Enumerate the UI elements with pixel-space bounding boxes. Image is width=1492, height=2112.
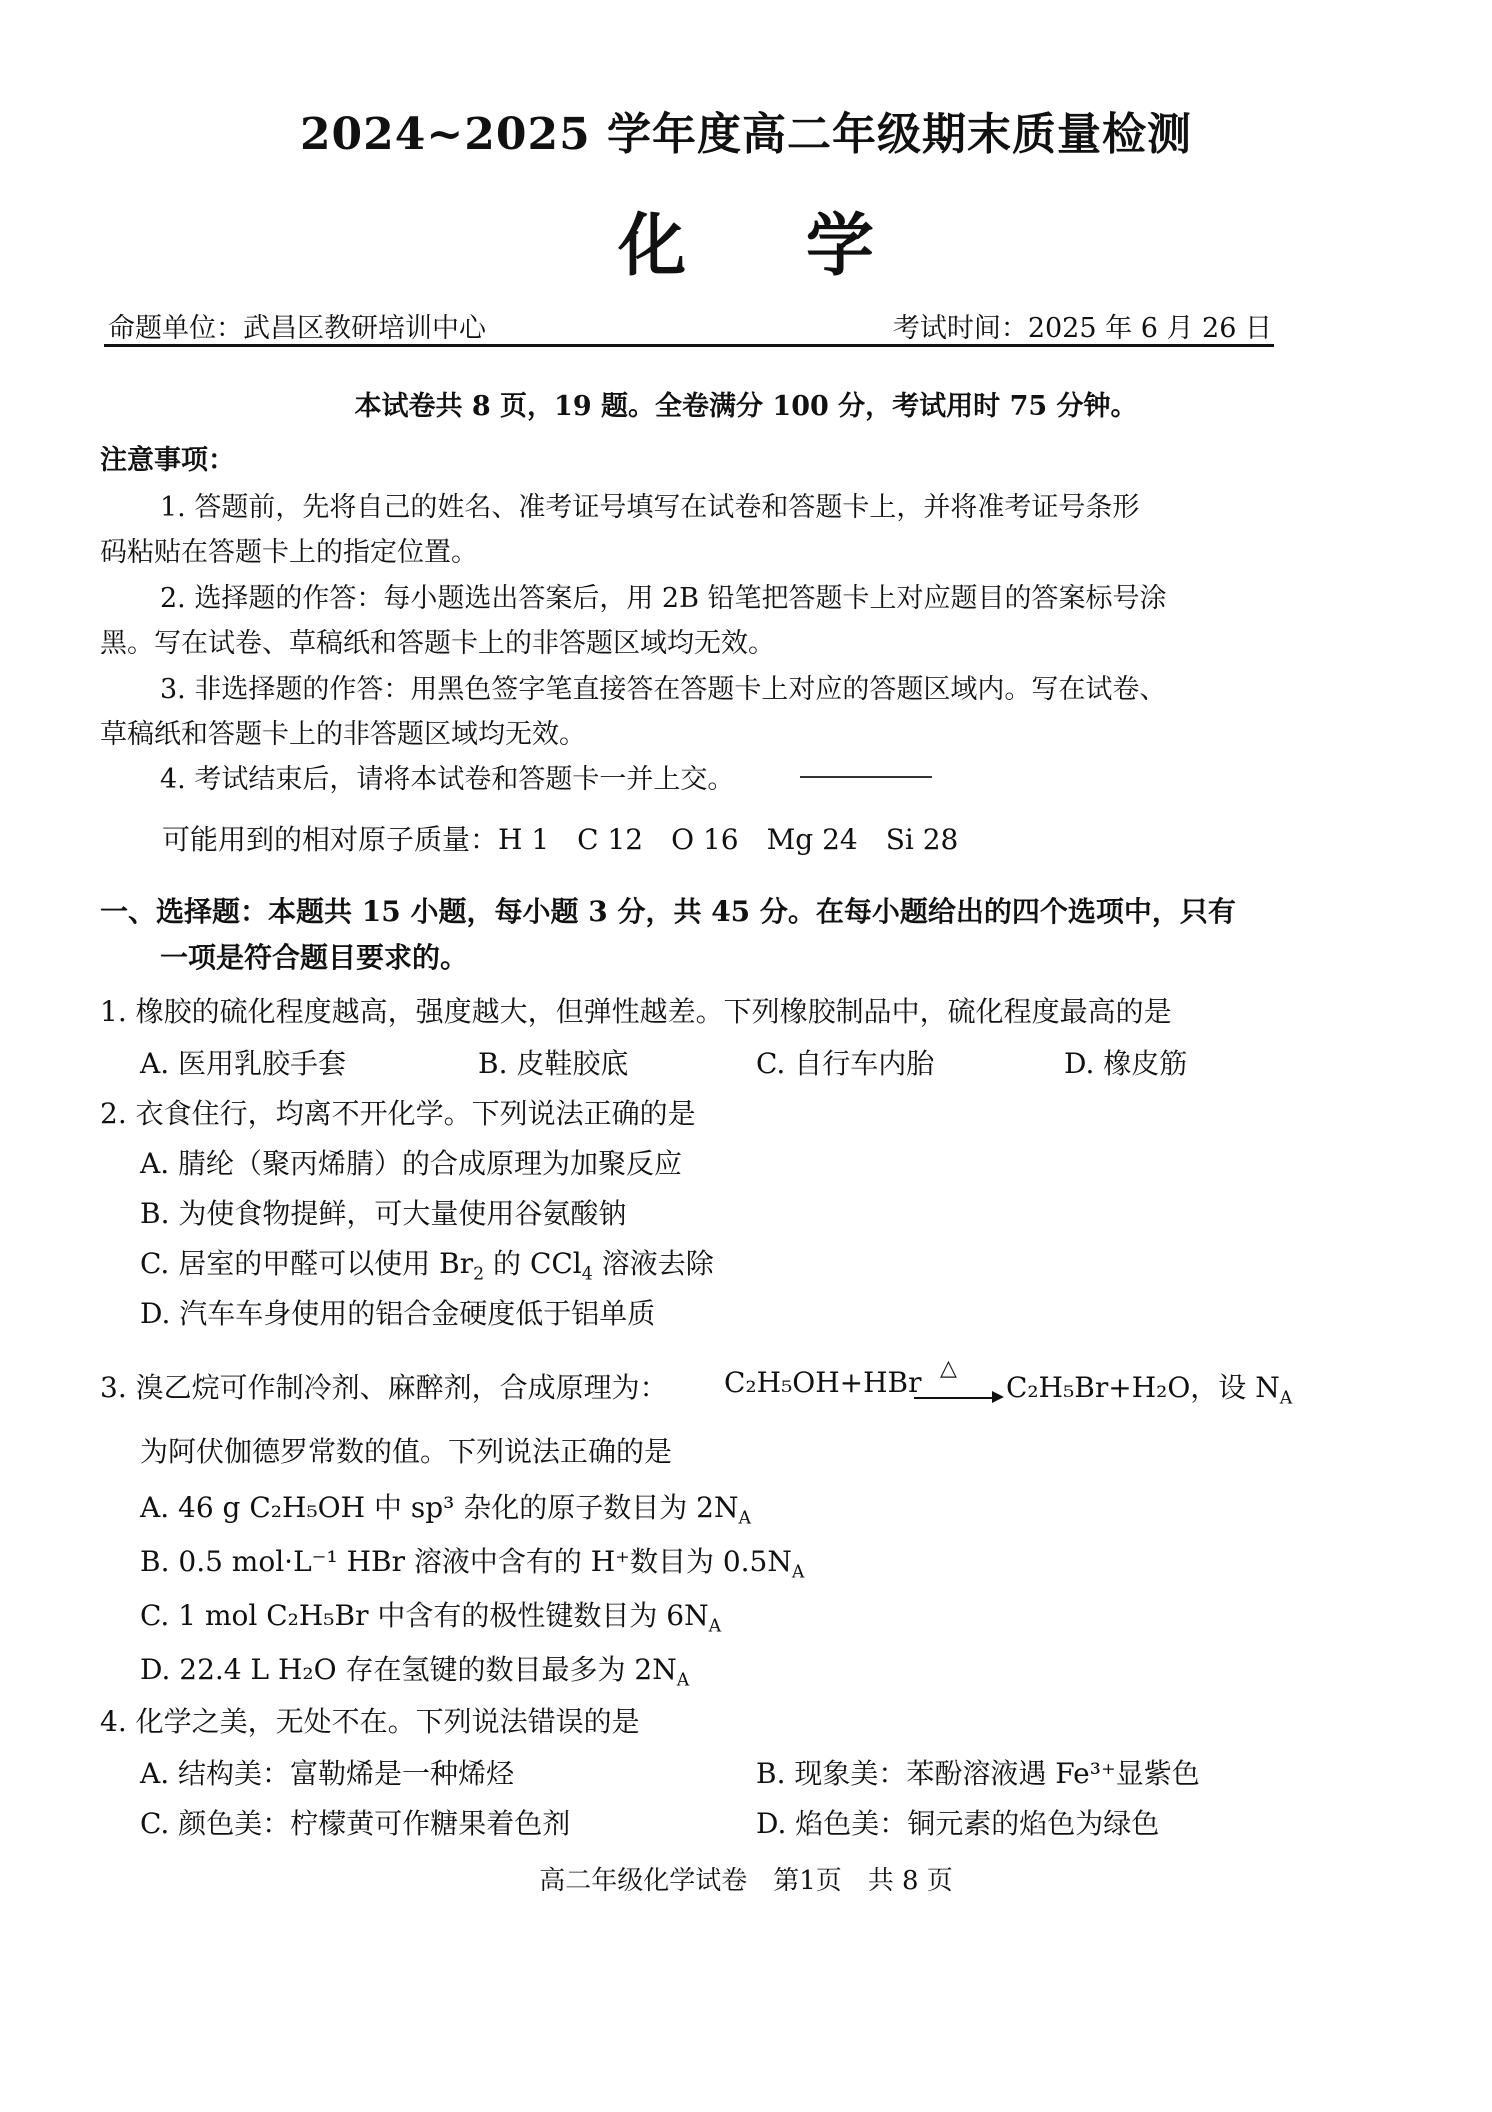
note-line: 草稿纸和答题卡上的非答题区域均无效。 <box>100 719 586 750</box>
atomic-masses: 可能用到的相对原子质量：H 1 C 12 O 16 Mg 24 Si 28 <box>162 823 959 856</box>
reaction-arrow <box>914 1397 994 1399</box>
subject-title: 化 学 <box>618 206 922 286</box>
question-1-stem: 1. 橡胶的硫化程度越高，强度越大，但弹性越差。下列橡胶制品中，硫化程度最高的是 <box>100 995 1172 1028</box>
note-line: 码粘贴在答题卡上的指定位置。 <box>100 537 478 568</box>
note-line: 4. 考试结束后，请将本试卷和答题卡一并上交。 <box>160 764 735 795</box>
blank-underline <box>800 776 932 778</box>
header-divider <box>104 344 1274 347</box>
exam-intro: 本试卷共 8 页，19 题。全卷满分 100 分，考试用时 75 分钟。 <box>354 391 1138 422</box>
question-2-option-c: C. 居室的甲醛可以使用 $Br_2$ 的 CCl$_4$ 溶液去除 <box>140 1247 714 1285</box>
reaction-reactants: C₂H₅OH+HBr <box>724 1366 922 1399</box>
heat-condition: △ <box>940 1356 957 1381</box>
question-2-option-d: D. 汽车车身使用的铝合金硬度低于铝单质 <box>140 1297 656 1330</box>
question-4-stem: 4. 化学之美，无处不在。下列说法错误的是 <box>100 1705 640 1738</box>
unit-label: 命题单位：武昌区教研培训中心 <box>108 313 486 344</box>
note-line: 1. 答题前，先将自己的姓名、准考证号填写在试卷和答题卡上，并将准考证号条形 <box>160 492 1140 523</box>
question-3-option-c: C. 1 mol C₂H₅Br 中含有的极性键数目为 $6N_A$ <box>140 1599 722 1637</box>
question-3-stem: 3. 溴乙烷可作制冷剂、麻醉剂，合成原理为： <box>100 1371 668 1404</box>
reaction-arrow-head <box>992 1391 1004 1403</box>
note-line: 2. 选择题的作答：每小题选出答案后，用 2B 铅笔把答题卡上对应题目的答案标号涂 <box>160 583 1167 614</box>
question-1-option-d: D. 橡皮筋 <box>1064 1047 1188 1080</box>
question-1-option-a: A. 医用乳胶手套 <box>140 1047 347 1080</box>
question-2-option-a: A. 腈纶（聚丙烯腈）的合成原理为加聚反应 <box>140 1147 683 1180</box>
section-heading-cont: 一项是符合题目要求的。 <box>160 941 469 974</box>
question-3-stem-cont: 为阿伏伽德罗常数的值。下列说法正确的是 <box>140 1435 673 1468</box>
exam-date: 考试时间：2025 年 6 月 26 日 <box>892 313 1272 344</box>
question-3-option-b: B. 0.5 mol·L⁻¹ HBr 溶液中含有的 H⁺数目为 $0.5N_A$ <box>140 1545 805 1583</box>
question-1-option-b: B. 皮鞋胶底 <box>478 1047 629 1080</box>
question-1-option-c: C. 自行车内胎 <box>756 1047 935 1080</box>
question-3-option-a: A. 46 g C₂H₅OH 中 sp³ 杂化的原子数目为 $2N_A$ <box>140 1491 752 1529</box>
exam-title: 2024~2025 学年度高二年级期末质量检测 <box>299 109 1193 160</box>
question-3-option-d: D. 22.4 L H₂O 存在氢键的数目最多为 $2N_A$ <box>140 1653 690 1691</box>
question-2-option-b: B. 为使食物提鲜，可大量使用谷氨酸钠 <box>140 1197 627 1230</box>
notes-heading: 注意事项： <box>100 445 235 476</box>
question-4-option-a: A. 结构美：富勒烯是一种烯烃 <box>140 1757 515 1790</box>
question-4-option-c: C. 颜色美：柠檬黄可作糖果着色剂 <box>140 1807 571 1840</box>
question-2-stem: 2. 衣食住行，均离不开化学。下列说法正确的是 <box>100 1097 696 1130</box>
reaction-products: C₂H₅Br+H₂O，设 $N_A$ <box>1006 1371 1293 1409</box>
section-heading: 一、选择题：本题共 15 小题，每小题 3 分，共 45 分。在每小题给出的四个选项中，只有 <box>100 895 1236 928</box>
question-4-option-d: D. 焰色美：铜元素的焰色为绿色 <box>756 1807 1160 1840</box>
question-4-option-b: B. 现象美：苯酚溶液遇 Fe³⁺显紫色 <box>756 1757 1200 1790</box>
note-line: 3. 非选择题的作答：用黑色签字笔直接答在答题卡上对应的答题区域内。写在试卷、 <box>160 674 1167 705</box>
page-footer: 高二年级化学试卷 第1页 共 8 页 <box>539 1866 953 1896</box>
note-line: 黑。写在试卷、草稿纸和答题卡上的非答题区域均无效。 <box>100 628 775 659</box>
